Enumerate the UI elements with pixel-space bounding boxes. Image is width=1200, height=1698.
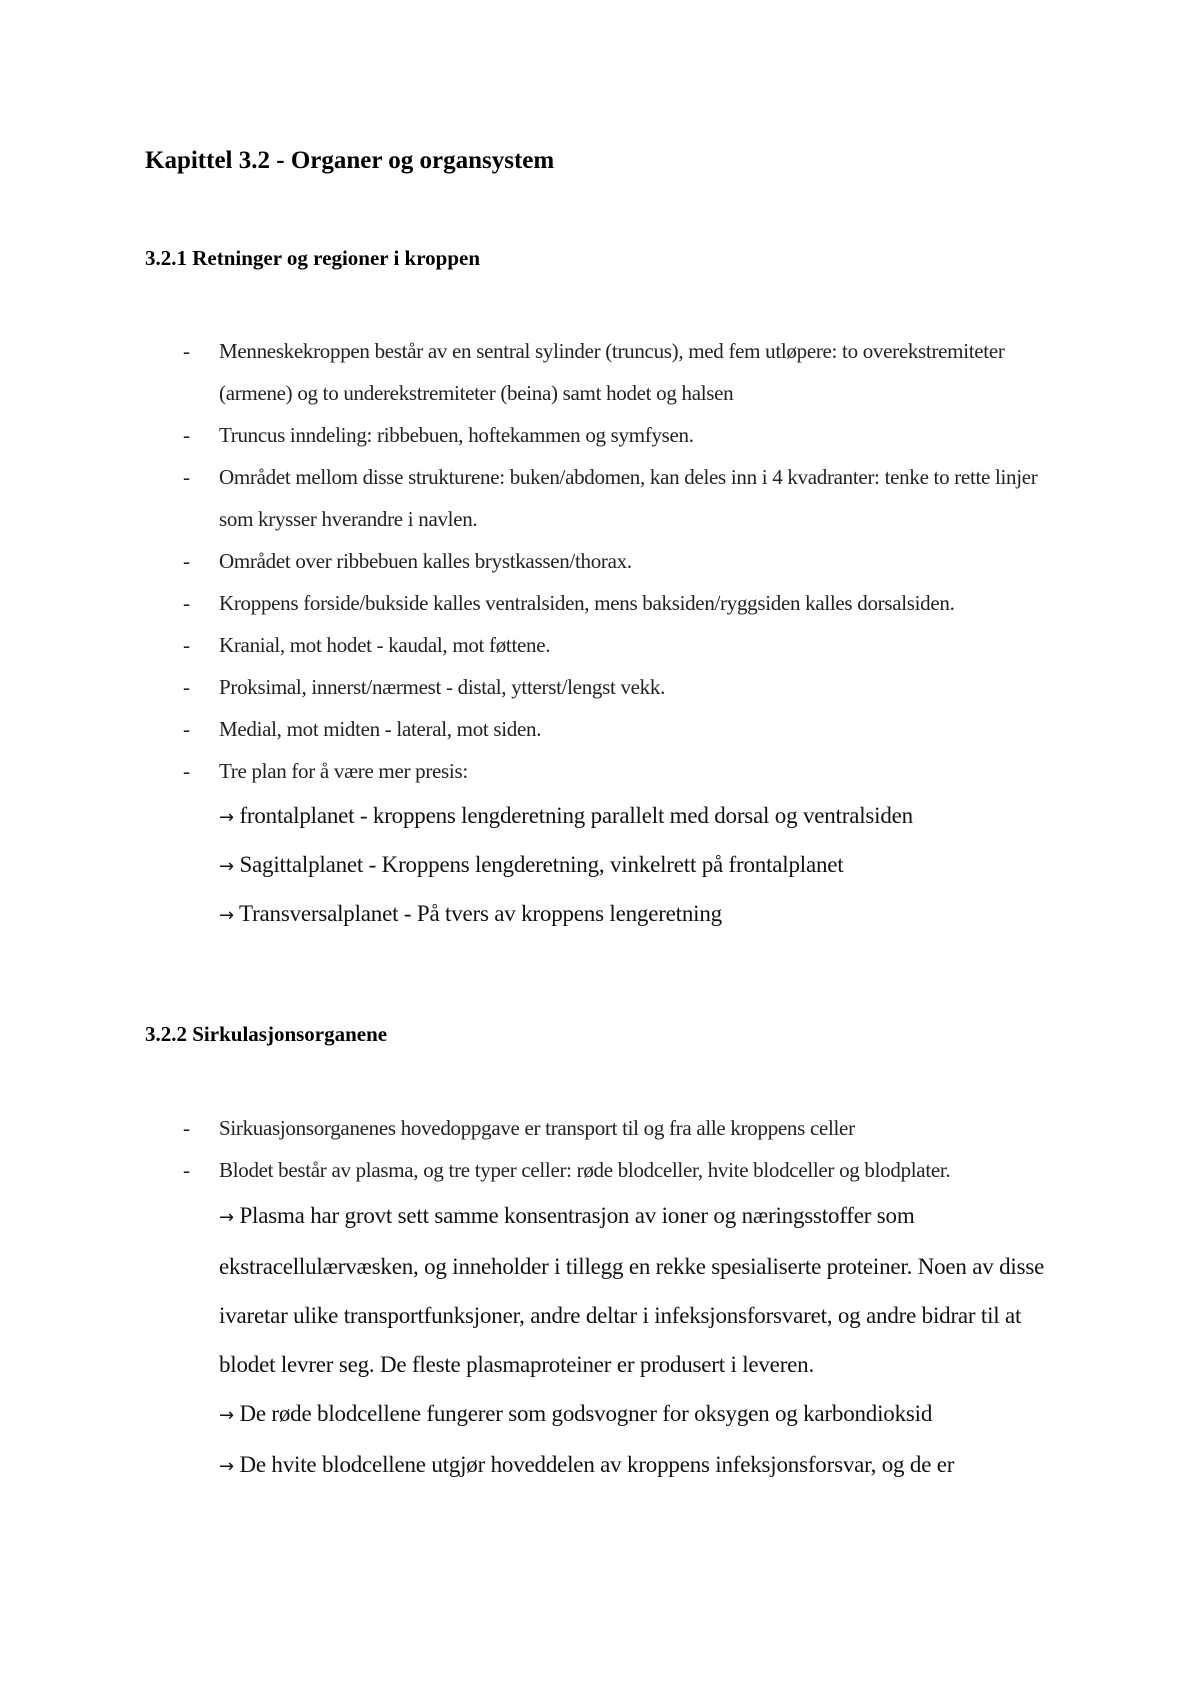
plane-item [219, 792, 1070, 841]
list-item-text: Området over ribbebuen kalles brystkassen/thorax. [219, 549, 632, 573]
list-item-text: Kranial, mot hodet - kaudal, mot føttene. [219, 633, 551, 657]
section-heading: 3.2.2 Sirkulasjonsorganene [145, 1022, 388, 1046]
section-heading: 3.2.1 Retninger og regioner i kroppen [145, 246, 481, 270]
list-item-text: Blodet består av plasma, og tre typer celler: røde blodceller, hvite blodceller og blodplater. [219, 1158, 951, 1182]
detail-text: De røde blodcellene fungerer som godsvogner for oksygen og karbondioksid [239, 1401, 933, 1426]
list-item-text: Menneskekroppen består av en sentral sylinder (truncus), med fem utløpere: to overekstremiteter (armene) og to underekstremiteter (beina) samt hodet og halsen [219, 339, 1005, 405]
dash-bullet: - [183, 1116, 190, 1140]
arrow-icon: → [219, 856, 234, 877]
list-item-text: Proksimal, innerst/nærmest - distal, ytterst/lengst vekk. [219, 675, 666, 699]
list-item-text: Kroppens forside/bukside kalles ventralsiden, mens baksiden/ryggsiden kalles dorsalsiden. [219, 591, 955, 615]
dash-bullet: - [183, 591, 190, 615]
planes-sublist [219, 792, 1070, 939]
dash-bullet: - [183, 465, 190, 489]
detail-item [219, 1440, 1070, 1491]
list-item [0, 330, 1200, 414]
blood-details [219, 1191, 1070, 1491]
list-item [0, 666, 1200, 708]
plane-text: Sagittalplanet - Kroppens lengderetning, vinkelrett på frontalplanet [239, 852, 844, 877]
arrow-icon: → [219, 1456, 234, 1477]
detail-text: Plasma har grovt sett samme konsentrasjon av ioner og næringsstoffer som ekstracellulærvæsken, og inneholder i tillegg en rekke spesialiserte proteiner. Noen av disse ivaretar ulike transportfunksjoner, andre deltar i infeksjonsforsvaret, og andre bidrar til at blodet levrer seg. De fleste plasmaproteiner er produsert i leveren. [219, 1203, 1045, 1377]
list-item [0, 414, 1200, 456]
list-item [0, 540, 1200, 582]
dash-bullet: - [183, 1158, 190, 1182]
list-item [0, 582, 1200, 624]
plane-item [219, 841, 1070, 890]
arrow-icon: → [219, 1207, 234, 1228]
dash-bullet: - [183, 423, 190, 447]
list-item-text: Truncus inndeling: ribbebuen, hoftekammen og symfysen. [219, 423, 694, 447]
list-item-text: Medial, mot midten - lateral, mot siden. [219, 717, 542, 741]
dash-bullet: - [183, 759, 190, 783]
bullet-list [0, 1107, 1200, 1491]
list-item [0, 1107, 1200, 1149]
dash-bullet: - [183, 339, 190, 363]
list-item [0, 708, 1200, 750]
detail-item [219, 1389, 1070, 1440]
list-item [0, 750, 1200, 939]
dash-bullet: - [183, 717, 190, 741]
chapter-title: Kapittel 3.2 - Organer og organsystem [145, 147, 555, 174]
arrow-icon: → [219, 905, 234, 926]
bullet-list [0, 330, 1200, 939]
list-item [0, 456, 1200, 540]
dash-bullet: - [183, 633, 190, 657]
arrow-icon: → [219, 807, 234, 828]
dash-bullet: - [183, 675, 190, 699]
detail-text: De hvite blodcellene utgjør hoveddelen av kroppens infeksjonsforsvar, og de er [239, 1452, 955, 1477]
plane-text: Transversalplanet - På tvers av kroppens lengeretning [239, 901, 722, 926]
list-item-text: Området mellom disse strukturene: buken/abdomen, kan deles inn i 4 kvadranter: tenke to rette linjer som krysser hverandre i navlen. [219, 465, 1038, 531]
list-item-text: Tre plan for å være mer presis: [219, 759, 468, 783]
dash-bullet: - [183, 549, 190, 573]
list-item-text: Sirkuasjonsorganenes hovedoppgave er transport til og fra alle kroppens celler [219, 1116, 855, 1140]
plane-item [219, 890, 1070, 939]
arrow-icon: → [219, 1405, 234, 1426]
list-item [0, 624, 1200, 666]
detail-item [219, 1191, 1070, 1389]
plane-text: frontalplanet - kroppens lengderetning parallelt med dorsal og ventralsiden [239, 803, 913, 828]
list-item [0, 1149, 1200, 1491]
